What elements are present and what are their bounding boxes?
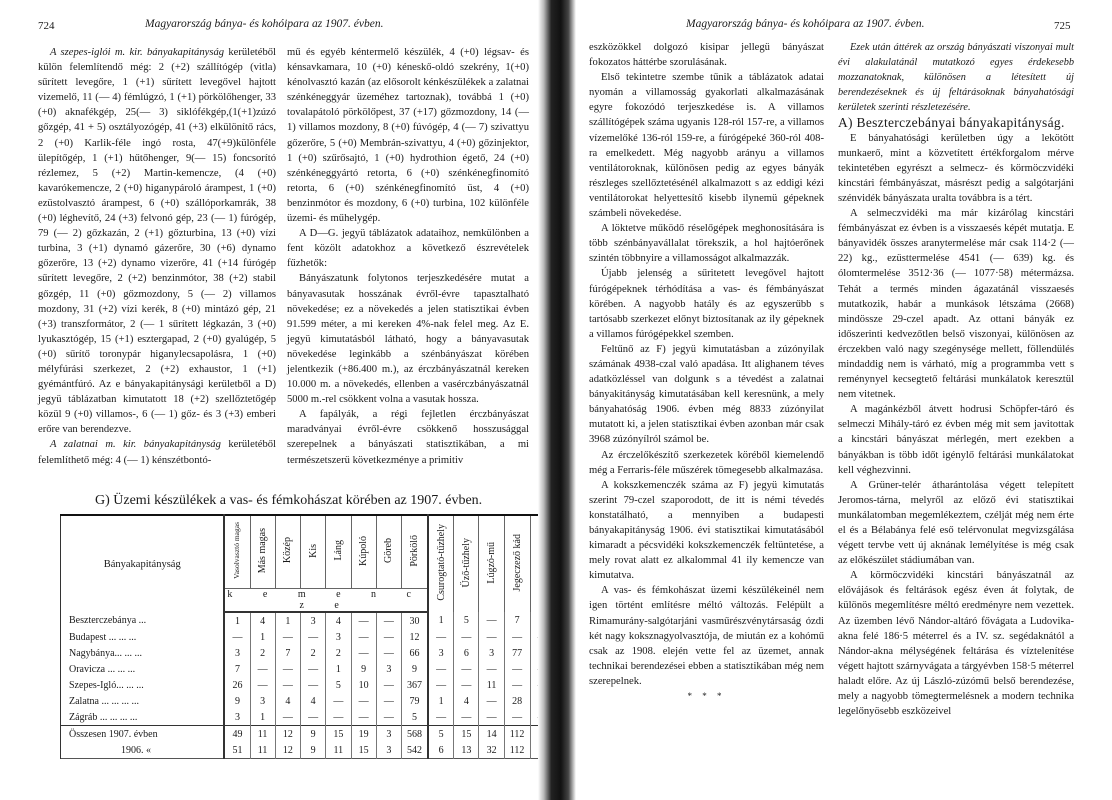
table-cell: 4 xyxy=(301,693,326,709)
table-cell: — xyxy=(454,661,479,677)
table-cell: 12 xyxy=(402,629,428,645)
table-cell: 13 xyxy=(454,742,479,759)
table-cell: 1 xyxy=(428,612,454,629)
table-body xyxy=(61,612,556,759)
table-cell: 15 xyxy=(454,726,479,743)
table-cell: 9 xyxy=(224,693,250,709)
column-header: Közép xyxy=(275,515,300,589)
column-header: Jegeczező kád xyxy=(504,515,530,612)
table-cell: 568 xyxy=(402,726,428,743)
paragraph: E bányahatósági kerületben úgy a lekötött munkaerő, mint a közvetített értékforgalom mérve tekintetében egyrészt a selmecz- és körmöczvidéki kincstári fémbányászat, másrészt pedig a salgótarjáni szénvidék bányászata uralta továbbra is a tért. xyxy=(838,132,1074,204)
table-title: G) Üzemi készülékek a vas- és fémkohászat körében az 1907. évben. xyxy=(95,493,483,508)
table-cell: 3 xyxy=(479,645,504,661)
table-cell: 32 xyxy=(479,742,504,759)
paragraph: A körmöczvidéki kincstári bányászatnál az elővájások és feltárások egész éven át folytak, de különös megemlítésre méltó eredményre nem vezettek. Az üzemben lévő Nándor-altáró fővágata a Ludovika-akna felé 186·5 méterrel és a IV. sz. segédaknától a Nándor-akna mélységének feltárása és víztelenítése végett hajtott szárnyvágata a tárgyévben 158·5 méterrel haladt előre. Az új László-zúzómű belső berendezése, mely a nagyobb tömegtermelésnek a modern technika legelőnyösebb eszközeivel xyxy=(838,570,1074,718)
table-cell: 15 xyxy=(351,742,376,759)
table-cell: 112 xyxy=(504,726,530,743)
table-cell: — xyxy=(275,629,300,645)
table-cell: — xyxy=(376,612,401,629)
table-row xyxy=(61,693,556,709)
table-cell: 3 xyxy=(428,645,454,661)
group-label: k e m e n c z e xyxy=(224,589,428,613)
table-cell: 30 xyxy=(402,612,428,629)
right-page xyxy=(556,0,1112,800)
table-cell: 9 xyxy=(301,726,326,743)
table-cell: 6 xyxy=(454,645,479,661)
stats-table xyxy=(60,514,556,759)
table-cell: 10 xyxy=(351,677,376,693)
table-cell: 11 xyxy=(479,677,504,693)
row-label: Zágráb ... ... ... ... xyxy=(61,709,225,726)
paragraph: A zalatnai m. kir. bányakapitányság kerületéből felemlíthető még: 4 (— 1) kénszétbontó- xyxy=(38,439,276,466)
table-cell: — xyxy=(301,661,326,677)
right-column-2 xyxy=(838,40,1074,719)
table-cell: — xyxy=(351,693,376,709)
section-separator-stars: * * * xyxy=(687,691,726,702)
table-cell: — xyxy=(479,709,504,726)
table-cell: 1 xyxy=(428,693,454,709)
table-cell: 79 xyxy=(402,693,428,709)
table-cell: 66 xyxy=(402,645,428,661)
table-cell: 1 xyxy=(326,661,351,677)
paragraph: Bányászatunk folytonos terjeszkedésére mutat a bányavasutak hosszának évről-évre tapasztalható növekedése; ez a növekedés a jelen statisztikai évben 91.599 méter, a mi kereken 4%-nak felel meg. Az E. jegyü kimutatásból látható, hogy a bányavasutak növekedése leginkább a szénbányászat körében jelentkezik (+86.400 m.), az érczbányászatnál kereken 10.000 m. a növekedés, ellenben a vasérczbányászatnál 5000 m.-rel csökkent volna a vasutak hossza. xyxy=(287,273,529,406)
table-cell: — xyxy=(454,709,479,726)
paragraph: Újabb jelenség a sűritetett levegővel hajtott fúrógépeknek térhódítása a vas- és fémbányászat körében. A nagyobb hatály és az egyszerűbb s tartósabb szerkezet előnyt biztosítanak az ily gépeknek a villamos fúrógépekkel szemben. xyxy=(589,268,824,340)
table-cell: 5 xyxy=(402,709,428,726)
table-cell: — xyxy=(301,629,326,645)
table-cell: 3 xyxy=(376,726,401,743)
row-label: 1906. « xyxy=(61,742,225,759)
table-cell: 15 xyxy=(326,726,351,743)
table-cell: 14 xyxy=(479,726,504,743)
table-cell: 1 xyxy=(250,709,275,726)
paragraph: A szepes-iglói m. kir. bányakapitányság kerületéből külön felemlítendő még: 2 (+2) szállítógép (vitla) sűrített levegőre, 1 (+1) sűrített levegővel hajtott vizemelő, 11 (— 4) fémlúgzó, 1 (+1) pörkölőhenger, 33 (+0) aknafékgép, 25(— 3) siklófékgép,(1(+1)zúzó gőzgép, 41 + 5) osztályozógép, 41 (+3) elkülönítő rács, 2 (+0) Karlik-féle ingó rosta, 47(+9)különféle ülepítőgép, 1 (+1) hűtőhenger, 9(— 15) foncsorító rézlemez, 5 (+2) Martin-kemencze, (4 (+0) kavarókemencze, 2 (+0) higanypároló árampest, 1 (+0) ezüstolvasztó árampest, 6 (+0) szállóporkamrák, 38 (+0) léghevítő, 24 (+3) felvonó gép, 23 (— 1) fúrógép, 79 (— 2) gőzkazán, 2 (+1) gőzturbina, 13 (+0) vízi turbina, 3 (+1) dynamó gázerőre, 30 (+6) dynamo gőzerőre, 13 (+2) dynamo vizerőre, 41 (+14 fúrógép sűrített levegőre, 2 (+2) benzinmótor, 38 (+2) stabil gőzgép, 11 (+0) gőzmozdony, 5 (— 2) villamos mozdony, 31 (+2) vízi kerék, 8 (+0) mintázó gép, 21 (+3) transzformátor, 2 (— 1 sűrített légkazán, 3 (+0) lyukasztógép, 15 (+1) esztergapad, 2 (+0) gyalúgép, 5 (+0) sűrítő toronypár higanylecsapolásra, 1 (+0) mélyfúrási szerkezet, 2 (+2) exhaustor, 1 (+1) gyémántfúró. Az e bányakapitánysági kerületből a D) jegyü táblázatban kimutatott 18 (+2) szellőztetőgép közül 9 (+0) villamos-, 6 (— 1) gőz- és 3 (+3) emberi erőre van berendezve. xyxy=(38,47,276,436)
table-cell: — xyxy=(454,677,479,693)
table-cell: — xyxy=(504,661,530,677)
column-header: Kúpoló xyxy=(351,515,376,589)
paragraph: Első tekintetre szembe tűnik a táblázatok adatai nyomán a villamosság gyakorlati alkalmazásának egyre fokozódó terjeszkedése is. A villamos szállítógépek száma ugyanis 128-ról 157-re, a villamos vízemelőké 136-ról 159-re, a fúrógépeké 360-ról 408-ra emelkedett. Még nagyobb arányu a villamos ventilátoroknak, különösen pedig az egyes bányák részleges szellőztetésénél alkalmazott s az eddigi kézi ventilátorokat helyettesítő kisebb ilynemü gépeknek számbeli növekedése. xyxy=(589,72,824,220)
table-cell: 11 xyxy=(326,742,351,759)
paragraph: A vas- és fémkohászat üzemi készülékeinél nem igen történt említésre méltó változás. Felépült a Rimamurány-salgótarjáni vasműrészvénytársaság ózdi két nagy koksznagyolvasztója, de miután ez a kohómű csak az 1908. elején vette fel az üzemet, annak technikai berendezései ebben a statisztikában még nem szerepelnek. xyxy=(589,585,824,687)
table-cell: 3 xyxy=(376,742,401,759)
intro-paragraph: Ezek után áttérek az ország bányászati viszonyai mult évi alakulatánál mutatkozó egyes érdekesebb mozzanatoknak, különösen a létesített új berendezéseknek és új feltárásoknak bányahatósági kerületek szerinti részletezésére. xyxy=(838,42,1074,114)
row-label: Szepes-Igló... ... ... xyxy=(61,677,225,693)
column-header: Csurogtató-tűzhely xyxy=(428,515,454,612)
table-cell: 4 xyxy=(275,693,300,709)
table-cell: 4 xyxy=(454,693,479,709)
table-cell: 3 xyxy=(224,709,250,726)
table-cell: 11 xyxy=(250,742,275,759)
table-cell: — xyxy=(351,645,376,661)
table-cell: 3 xyxy=(376,661,401,677)
paragraph: A D—G. jegyü táblázatok adataihoz, nemkülönben a fent közölt adatokhoz a következő észrevételek fűzhetők: xyxy=(287,228,529,270)
page-number: 724 xyxy=(38,20,55,32)
table-cell: — xyxy=(454,629,479,645)
column-header: Pörkölő xyxy=(402,515,428,589)
table-cell: — xyxy=(479,612,504,629)
table-cell: 1 xyxy=(250,629,275,645)
left-column-1 xyxy=(38,45,276,468)
table-cell: — xyxy=(275,661,300,677)
column-header: Kis xyxy=(301,515,326,589)
table-cell: 49 xyxy=(224,726,250,743)
table-cell: — xyxy=(351,629,376,645)
table-cell: 11 xyxy=(250,726,275,743)
column-header: Lúgzó-mű xyxy=(479,515,504,612)
running-head: Magyarország bánya- és kohóipara az 1907. évben. xyxy=(145,18,384,30)
table-cell: — xyxy=(224,629,250,645)
table-cell: — xyxy=(351,709,376,726)
table-cell: — xyxy=(504,629,530,645)
table-cell: — xyxy=(376,709,401,726)
table-cell: — xyxy=(326,693,351,709)
table-cell: — xyxy=(376,693,401,709)
table-cell: 3 xyxy=(301,612,326,629)
table-cell: 3 xyxy=(224,645,250,661)
right-column-1 xyxy=(589,40,824,704)
table-cell: — xyxy=(326,709,351,726)
column-header: Más magas xyxy=(250,515,275,589)
table-cell: 28 xyxy=(504,693,530,709)
table-header-row xyxy=(61,515,556,589)
row-label: Nagybánya... ... ... xyxy=(61,645,225,661)
row-label: Beszterczebánya ... xyxy=(61,612,225,629)
table-total-row xyxy=(61,742,556,759)
table-cell: 7 xyxy=(224,661,250,677)
table-cell: 5 xyxy=(454,612,479,629)
table-cell: — xyxy=(376,645,401,661)
table-cell: 77 xyxy=(504,645,530,661)
running-head: Magyarország bánya- és kohóipara az 1907. évben. xyxy=(686,18,925,30)
table-cell: — xyxy=(275,709,300,726)
section-heading: A) Beszterczebányai bányakapitányság. xyxy=(838,115,1065,131)
column-header: Vasolvasztó magas xyxy=(224,515,250,589)
paragraph: A magánkézből átvett hodrusi Schöpfer-táró és selmeczi Mihály-táró ez évben még mit sem javitottak a kincstári bányászat mérlegén, mert ezekben a bányákban is több időt igénylő feltárási munkálatokat kell véghezvinni. xyxy=(838,404,1074,476)
paragraph: Feltűnő az F) jegyü kimutatásban a zúzónyilak számának 4938-czal való apadása. Itt alighanem téves adatközléssel van dolgunk s a tévedést a zalatnai bányakitányság kimutatásában kell keresnünk, a mely bányahatóság 1906. évben még 8833 zúzónyilat mutatott ki, a jelen statisztikai évben azonban már csak 3968 zúzónyílról számol be. xyxy=(589,343,824,446)
table-cell: 5 xyxy=(428,726,454,743)
table-cell: 7 xyxy=(504,612,530,629)
table-cell: 4 xyxy=(250,612,275,629)
table-cell: — xyxy=(428,629,454,645)
table-cell: 19 xyxy=(351,726,376,743)
column-header: Göreb xyxy=(376,515,401,589)
table-cell: — xyxy=(428,677,454,693)
table-cell: 1 xyxy=(224,612,250,629)
table-cell: — xyxy=(479,693,504,709)
paragraph: mű és egyéb kéntermelő készülék, 4 (+0) légsav- és kénsavkamara, 10 (+0) kéneskő-oldó szekrény, 1(+0) kénolvasztó kazán (az elősorolt kénkészülékek a zalatnai szénkéneggyár üzeméhez tartoznak), továbbá 1 (+0) tovalapátoló pörkölőpest, 37 (+17) gőzmozdony, 14 (— 1) villamos mozdony, 8 (+0) fúvógép, 4 (— 7) szivattyu gőzerőre, 5 (+0) Membrán-szivattyu, 4 (+0) gőzinjektor, 1 (+0) szűrősajtó, 1 (+0) hydrothion égető, 24 (+0) szénkéneggyártó retorta, 6 (+0) szénkénegfinomító retorta, 6 (+0) szénkénegfinomító üst, 4 (+0) benzinmótor és mozdony, 6 (+0) turbina, 102 különféle üzemi- és műhelygép. xyxy=(287,47,529,225)
table-cell: — xyxy=(351,612,376,629)
table-cell: — xyxy=(479,629,504,645)
table-row xyxy=(61,677,556,693)
table-cell: — xyxy=(275,677,300,693)
paragraph: eszközökkel dolgozó kisipar jellegü bányászat fokozatos háttérbe szorulásának. xyxy=(589,42,824,69)
table-cell: — xyxy=(250,677,275,693)
table-cell: 2 xyxy=(326,645,351,661)
table-cell: 1 xyxy=(275,612,300,629)
table-row xyxy=(61,661,556,677)
table-cell: 367 xyxy=(402,677,428,693)
table-total-row xyxy=(61,726,556,743)
row-label: Budapest ... ... ... xyxy=(61,629,225,645)
table-cell: — xyxy=(376,677,401,693)
paragraph: A selmeczvidéki ma már kizárólag kincstári fémbányászat ez évben is a visszaesés képét mutatja. E bányavidék összes aranytermelése már csak 114·2 (— 22) kg., ezüsttermelése 4541 (— 639) kg. és ólomtermelése 3512·36 (— 1077·58) métermázsa. Tehát a termés minden ágazatánál visszaesés mutatkozik, habár a munkások létszáma (2668) mindössze 29-czel apadt. Az ottani bányák ez időszerinti kedvezőtlen belső viszonyai, különösen az érczekben való nagy szegénysége mellett, föllendülés mindaddig nem is várható, míg a programmba vett s reménynyel kecsegtető feltárási munkálatok keresztül nem vitetnek. xyxy=(838,208,1074,401)
table-cell: 12 xyxy=(275,726,300,743)
table-cell: 2 xyxy=(301,645,326,661)
table-cell: 3 xyxy=(250,693,275,709)
column-header-name: Bányakapitányság xyxy=(61,515,225,612)
table-cell: 2 xyxy=(250,645,275,661)
table-cell: — xyxy=(301,677,326,693)
table-cell: 5 xyxy=(326,677,351,693)
table-cell: — xyxy=(250,661,275,677)
paragraph: A kokszkemenczék száma az F) jegyü kimutatás szerint 79-czel szaporodott, de itt is némi tévedés konstatálható, a mennyiben a budapesti bányakapitányság 1906. évi statisztikai kimutatásából kimaradt a pécsvidéki kokszkemenczék feltüntetése, a mely rovat alatt ez alkalommal 41 ily kemencze van kimutatva. xyxy=(589,479,824,582)
table-cell: 4 xyxy=(326,612,351,629)
table-row xyxy=(61,612,556,629)
table-row xyxy=(61,645,556,661)
row-label: Összesen 1907. évben xyxy=(61,726,225,743)
table-cell: — xyxy=(504,677,530,693)
table-cell: 9 xyxy=(402,661,428,677)
table-cell: 26 xyxy=(224,677,250,693)
table-cell: — xyxy=(301,709,326,726)
table-cell: 112 xyxy=(504,742,530,759)
left-column-2 xyxy=(287,45,529,468)
row-label: Oravicza ... ... ... xyxy=(61,661,225,677)
table-cell: 9 xyxy=(301,742,326,759)
table-cell: 12 xyxy=(275,742,300,759)
row-label: Zalatna ... ... ... ... xyxy=(61,693,225,709)
table-cell: — xyxy=(504,709,530,726)
page-number: 725 xyxy=(1054,20,1071,32)
table-cell: — xyxy=(428,709,454,726)
table-cell: 6 xyxy=(428,742,454,759)
paragraph: A fapályák, a régi fejletlen érczbányászat maradványai évről-évre csökkenő hosszusággal szerepelnek a bányászati statisztikában, a mi természetszerü következménye a primitiv xyxy=(287,409,529,466)
paragraph: A löktetve működő réselőgépek meghonosítására is több szénbányavállalat törekszik, a hol hajtóerőnek szintén többnyire a villamosságot alkalmazzák. xyxy=(589,223,824,265)
table-cell: 7 xyxy=(275,645,300,661)
table-cell: — xyxy=(428,661,454,677)
column-header: Űző-tűzhely xyxy=(454,515,479,612)
table-row xyxy=(61,709,556,726)
table-cell: 9 xyxy=(351,661,376,677)
table-row xyxy=(61,629,556,645)
paragraph: A Grüner-telér átharántolása végett telepített Jeromos-tárna, melyről az előző évi statisztikai munkálatomban megemlékeztem, czélját még nem érte el és a Bélabánya felé eső telérvonulat megvizsgálása végett tervbe vett új aknának lemélyítése is még csak az előkészület stádiumában van. xyxy=(838,479,1074,567)
table-cell: 3 xyxy=(326,629,351,645)
table-cell: — xyxy=(479,661,504,677)
column-header: Láng xyxy=(326,515,351,589)
paragraph: Az érczelőkészítő szerkezetek köréből kiemelendő még a Ferraris-féle műszérek tömegesebb alkalmazása. xyxy=(589,449,824,476)
table-cell: — xyxy=(376,629,401,645)
table-cell: 51 xyxy=(224,742,250,759)
table-cell: 542 xyxy=(402,742,428,759)
